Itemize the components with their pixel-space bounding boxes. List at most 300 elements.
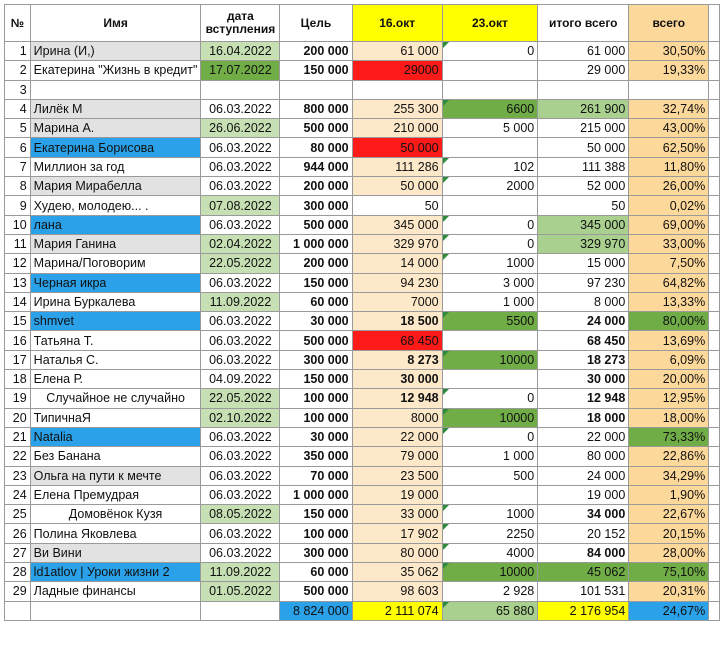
join-date-cell[interactable]: 22.05.2022	[201, 254, 280, 273]
row-number-cell[interactable]: 10	[5, 215, 31, 234]
name-cell[interactable]: Мария Мирабелла	[30, 177, 201, 196]
name-cell[interactable]: Марина А.	[30, 119, 201, 138]
percent-cell[interactable]: 19,33%	[629, 61, 709, 80]
row-number-cell[interactable]: 20	[5, 408, 31, 427]
goal-cell[interactable]: 300 000	[280, 543, 352, 562]
table-row	[5, 42, 720, 61]
percent-cell[interactable]: 11,80%	[629, 157, 709, 176]
total-cell[interactable]: 30 000	[538, 370, 629, 389]
name-cell[interactable]: Ирина (И,)	[30, 42, 201, 61]
goal-cell[interactable]: 80 000	[280, 138, 352, 157]
oct23-cell[interactable]	[442, 485, 538, 504]
header-oct23[interactable]: 23.окт	[442, 5, 538, 42]
percent-cell[interactable]: 13,69%	[629, 331, 709, 350]
goal-cell[interactable]: 60 000	[280, 563, 352, 582]
total-cell[interactable]: 45 062	[538, 563, 629, 582]
oct16-cell[interactable]: 19 000	[352, 485, 442, 504]
name-cell[interactable]: Лилёк М	[30, 99, 201, 118]
join-date-cell[interactable]: 06.03.2022	[201, 312, 280, 331]
row-number-cell[interactable]: 21	[5, 427, 31, 446]
oct23-cell[interactable]: 10000	[442, 350, 538, 369]
extra-cell[interactable]	[709, 524, 720, 543]
name-cell[interactable]	[30, 80, 201, 99]
header-number[interactable]: №	[5, 5, 31, 42]
percent-cell[interactable]: 80,00%	[629, 312, 709, 331]
goal-cell[interactable]: 100 000	[280, 524, 352, 543]
goal-cell[interactable]: 300 000	[280, 196, 352, 215]
total-oct16-cell[interactable]: 2 111 074	[352, 601, 442, 620]
extra-cell[interactable]	[709, 408, 720, 427]
total-cell[interactable]: 50	[538, 196, 629, 215]
join-date-cell[interactable]: 01.05.2022	[201, 582, 280, 601]
total-cell[interactable]: 61 000	[538, 42, 629, 61]
total-cell[interactable]: 261 900	[538, 99, 629, 118]
join-date-cell[interactable]: 04.09.2022	[201, 370, 280, 389]
percent-cell[interactable]: 28,00%	[629, 543, 709, 562]
join-date-cell[interactable]: 06.03.2022	[201, 138, 280, 157]
oct23-cell[interactable]	[442, 61, 538, 80]
join-date-cell[interactable]: 06.03.2022	[201, 215, 280, 234]
total-oct23-cell[interactable]: 65 880	[442, 601, 538, 620]
table-row	[5, 196, 720, 215]
row-number-cell[interactable]: 28	[5, 563, 31, 582]
oct16-cell[interactable]: 8000	[352, 408, 442, 427]
oct23-cell[interactable]	[442, 80, 538, 99]
oct16-cell[interactable]: 210 000	[352, 119, 442, 138]
extra-cell[interactable]	[709, 138, 720, 157]
total-cell[interactable]: 52 000	[538, 177, 629, 196]
row-number-cell[interactable]: 4	[5, 99, 31, 118]
join-date-cell[interactable]: 02.04.2022	[201, 234, 280, 253]
extra-cell[interactable]	[709, 5, 720, 42]
percent-cell[interactable]: 33,00%	[629, 234, 709, 253]
percent-cell[interactable]: 18,00%	[629, 408, 709, 427]
join-date-cell[interactable]: 11.09.2022	[201, 563, 280, 582]
goal-cell[interactable]: 500 000	[280, 331, 352, 350]
name-cell[interactable]: Ирина Буркалева	[30, 292, 201, 311]
percent-cell[interactable]: 32,74%	[629, 99, 709, 118]
extra-cell[interactable]	[709, 312, 720, 331]
total-cell[interactable]: 8 000	[538, 292, 629, 311]
extra-cell[interactable]	[709, 99, 720, 118]
extra-cell[interactable]	[709, 42, 720, 61]
goal-cell[interactable]: 150 000	[280, 505, 352, 524]
oct16-cell[interactable]: 18 500	[352, 312, 442, 331]
row-number-cell[interactable]: 26	[5, 524, 31, 543]
percent-cell[interactable]: 6,09%	[629, 350, 709, 369]
oct23-cell[interactable]: 5500	[442, 312, 538, 331]
table-row	[5, 254, 720, 273]
table-row	[5, 99, 720, 118]
extra-cell[interactable]	[709, 215, 720, 234]
empty-cell[interactable]	[30, 601, 201, 620]
percent-cell[interactable]: 75,10%	[629, 563, 709, 582]
table-row	[5, 292, 720, 311]
table-row	[5, 234, 720, 253]
oct23-cell[interactable]: 0	[442, 42, 538, 61]
goal-cell[interactable]: 200 000	[280, 42, 352, 61]
name-cell[interactable]: Полина Яковлева	[30, 524, 201, 543]
extra-cell[interactable]	[709, 601, 720, 620]
row-number-cell[interactable]: 5	[5, 119, 31, 138]
join-date-cell[interactable]: 06.03.2022	[201, 273, 280, 292]
total-cell[interactable]: 80 000	[538, 447, 629, 466]
extra-cell[interactable]	[709, 157, 720, 176]
percent-cell[interactable]: 69,00%	[629, 215, 709, 234]
table-row	[5, 524, 720, 543]
row-number-cell[interactable]: 23	[5, 466, 31, 485]
percent-cell[interactable]: 34,29%	[629, 466, 709, 485]
goal-cell[interactable]: 150 000	[280, 370, 352, 389]
oct16-cell[interactable]: 30 000	[352, 370, 442, 389]
oct16-cell[interactable]: 23 500	[352, 466, 442, 485]
total-cell[interactable]	[538, 80, 629, 99]
join-date-cell[interactable]: 16.04.2022	[201, 42, 280, 61]
goal-cell[interactable]: 100 000	[280, 389, 352, 408]
percent-cell[interactable]: 30,50%	[629, 42, 709, 61]
join-date-cell[interactable]: 06.03.2022	[201, 427, 280, 446]
oct23-cell[interactable]: 1000	[442, 505, 538, 524]
goal-cell[interactable]: 100 000	[280, 408, 352, 427]
oct23-cell[interactable]: 500	[442, 466, 538, 485]
row-number-cell[interactable]: 7	[5, 157, 31, 176]
percent-cell[interactable]: 0,02%	[629, 196, 709, 215]
table-row	[5, 138, 720, 157]
total-cell[interactable]: 15 000	[538, 254, 629, 273]
join-date-cell[interactable]: 06.03.2022	[201, 524, 280, 543]
oct23-cell[interactable]: 5 000	[442, 119, 538, 138]
join-date-cell[interactable]: 06.03.2022	[201, 331, 280, 350]
goal-cell[interactable]: 350 000	[280, 447, 352, 466]
oct23-cell[interactable]: 3 000	[442, 273, 538, 292]
extra-cell[interactable]	[709, 370, 720, 389]
row-number-cell[interactable]: 3	[5, 80, 31, 99]
extra-cell[interactable]	[709, 61, 720, 80]
row-number-cell[interactable]: 27	[5, 543, 31, 562]
table-row	[5, 273, 720, 292]
extra-cell[interactable]	[709, 505, 720, 524]
goal-cell[interactable]: 300 000	[280, 350, 352, 369]
oct23-cell[interactable]	[442, 196, 538, 215]
join-date-cell[interactable]	[201, 80, 280, 99]
empty-cell[interactable]	[201, 601, 280, 620]
total-cell[interactable]: 68 450	[538, 331, 629, 350]
total-cell[interactable]: 84 000	[538, 543, 629, 562]
table-row	[5, 582, 720, 601]
percent-cell[interactable]	[629, 80, 709, 99]
oct16-cell[interactable]: 8 273	[352, 350, 442, 369]
table-row	[5, 408, 720, 427]
row-number-cell[interactable]: 13	[5, 273, 31, 292]
join-date-cell[interactable]: 07.08.2022	[201, 196, 280, 215]
oct23-cell[interactable]: 0	[442, 215, 538, 234]
name-cell[interactable]: Домовёнок Кузя	[30, 505, 201, 524]
extra-cell[interactable]	[709, 447, 720, 466]
row-number-cell[interactable]: 18	[5, 370, 31, 389]
oct16-cell[interactable]: 14 000	[352, 254, 442, 273]
row-number-cell[interactable]: 24	[5, 485, 31, 504]
table-row	[5, 370, 720, 389]
join-date-cell[interactable]: 06.03.2022	[201, 466, 280, 485]
name-cell[interactable]: Без Банана	[30, 447, 201, 466]
goal-cell[interactable]: 70 000	[280, 466, 352, 485]
oct23-cell[interactable]: 10000	[442, 408, 538, 427]
oct23-cell[interactable]: 0	[442, 389, 538, 408]
goal-cell[interactable]: 30 000	[280, 427, 352, 446]
row-number-cell[interactable]: 17	[5, 350, 31, 369]
oct16-cell[interactable]: 80 000	[352, 543, 442, 562]
oct23-cell[interactable]	[442, 370, 538, 389]
oct16-cell[interactable]: 22 000	[352, 427, 442, 446]
goal-cell[interactable]: 500 000	[280, 215, 352, 234]
total-cell[interactable]: 18 000	[538, 408, 629, 427]
row-number-cell[interactable]: 1	[5, 42, 31, 61]
name-cell[interactable]: Татьяна Т.	[30, 331, 201, 350]
oct16-cell[interactable]: 35 062	[352, 563, 442, 582]
oct23-cell[interactable]	[442, 138, 538, 157]
oct23-cell[interactable]: 102	[442, 157, 538, 176]
oct16-cell[interactable]: 50 000	[352, 177, 442, 196]
table-row	[5, 466, 720, 485]
goal-cell[interactable]: 1 000 000	[280, 485, 352, 504]
name-cell[interactable]: Черная икра	[30, 273, 201, 292]
join-date-cell[interactable]: 02.10.2022	[201, 408, 280, 427]
percent-cell[interactable]: 73,33%	[629, 427, 709, 446]
percent-cell[interactable]: 12,95%	[629, 389, 709, 408]
goal-cell[interactable]: 60 000	[280, 292, 352, 311]
total-cell[interactable]: 12 948	[538, 389, 629, 408]
percent-cell[interactable]: 20,31%	[629, 582, 709, 601]
join-date-cell[interactable]: 06.03.2022	[201, 485, 280, 504]
oct16-cell[interactable]: 33 000	[352, 505, 442, 524]
row-number-cell[interactable]: 2	[5, 61, 31, 80]
oct23-cell[interactable]: 2000	[442, 177, 538, 196]
total-cell[interactable]: 34 000	[538, 505, 629, 524]
join-date-cell[interactable]: 06.03.2022	[201, 99, 280, 118]
oct23-cell[interactable]: 4000	[442, 543, 538, 562]
table-row	[5, 543, 720, 562]
oct16-cell[interactable]: 12 948	[352, 389, 442, 408]
goal-cell[interactable]: 944 000	[280, 157, 352, 176]
oct23-cell[interactable]: 1 000	[442, 292, 538, 311]
row-number-cell[interactable]: 9	[5, 196, 31, 215]
extra-cell[interactable]	[709, 427, 720, 446]
oct16-cell[interactable]: 111 286	[352, 157, 442, 176]
header-oct16[interactable]: 16.окт	[352, 5, 442, 42]
total-cell[interactable]: 50 000	[538, 138, 629, 157]
join-date-cell[interactable]: 08.05.2022	[201, 505, 280, 524]
header-join-date[interactable]: дата вступления	[201, 5, 280, 42]
header-percent[interactable]: всего	[629, 5, 709, 42]
name-cell[interactable]: Худею, молодею... .	[30, 196, 201, 215]
name-cell[interactable]: Екатерина Борисова	[30, 138, 201, 157]
oct16-cell[interactable]: 17 902	[352, 524, 442, 543]
percent-cell[interactable]: 43,00%	[629, 119, 709, 138]
row-number-cell[interactable]: 12	[5, 254, 31, 273]
oct16-cell[interactable]: 61 000	[352, 42, 442, 61]
row-number-cell[interactable]: 8	[5, 177, 31, 196]
name-cell[interactable]: Наталья С.	[30, 350, 201, 369]
total-cell[interactable]: 20 152	[538, 524, 629, 543]
row-number-cell[interactable]: 29	[5, 582, 31, 601]
extra-cell[interactable]	[709, 254, 720, 273]
extra-cell[interactable]	[709, 563, 720, 582]
goal-cell[interactable]: 500 000	[280, 582, 352, 601]
name-cell[interactable]: Ладные финансы	[30, 582, 201, 601]
extra-cell[interactable]	[709, 466, 720, 485]
row-number-cell[interactable]: 19	[5, 389, 31, 408]
total-cell[interactable]: 22 000	[538, 427, 629, 446]
oct16-cell[interactable]: 29000	[352, 61, 442, 80]
goal-cell[interactable]: 500 000	[280, 119, 352, 138]
totals-row	[5, 601, 720, 620]
total-cell[interactable]: 215 000	[538, 119, 629, 138]
extra-cell[interactable]	[709, 582, 720, 601]
name-cell[interactable]: shmvet	[30, 312, 201, 331]
join-date-cell[interactable]: 06.03.2022	[201, 157, 280, 176]
oct23-cell[interactable]: 6600	[442, 99, 538, 118]
percent-cell[interactable]: 1,90%	[629, 485, 709, 504]
header-total[interactable]: итого всего	[538, 5, 629, 42]
oct16-cell[interactable]: 50	[352, 196, 442, 215]
row-number-cell[interactable]: 25	[5, 505, 31, 524]
name-cell[interactable]: Елена Премудрая	[30, 485, 201, 504]
extra-cell[interactable]	[709, 119, 720, 138]
table-row	[5, 427, 720, 446]
row-number-cell[interactable]: 14	[5, 292, 31, 311]
extra-cell[interactable]	[709, 543, 720, 562]
oct16-cell[interactable]	[352, 80, 442, 99]
percent-cell[interactable]: 7,50%	[629, 254, 709, 273]
row-number-cell[interactable]: 22	[5, 447, 31, 466]
oct23-cell[interactable]: 1000	[442, 254, 538, 273]
percent-cell[interactable]: 26,00%	[629, 177, 709, 196]
oct23-cell[interactable]: 2250	[442, 524, 538, 543]
table-row	[5, 331, 720, 350]
join-date-cell[interactable]: 06.03.2022	[201, 447, 280, 466]
total-cell[interactable]: 101 531	[538, 582, 629, 601]
total-cell[interactable]: 97 230	[538, 273, 629, 292]
extra-cell[interactable]	[709, 389, 720, 408]
extra-cell[interactable]	[709, 234, 720, 253]
empty-cell[interactable]	[5, 601, 31, 620]
name-cell[interactable]: Елена Р.	[30, 370, 201, 389]
extra-cell[interactable]	[709, 485, 720, 504]
percent-cell[interactable]: 20,15%	[629, 524, 709, 543]
row-number-cell[interactable]: 15	[5, 312, 31, 331]
oct16-cell[interactable]: 7000	[352, 292, 442, 311]
extra-cell[interactable]	[709, 196, 720, 215]
grand-total-cell[interactable]: 2 176 954	[538, 601, 629, 620]
goal-cell[interactable]	[280, 80, 352, 99]
oct16-cell[interactable]: 329 970	[352, 234, 442, 253]
oct16-cell[interactable]: 255 300	[352, 99, 442, 118]
total-cell[interactable]: 18 273	[538, 350, 629, 369]
total-goal-cell[interactable]: 8 824 000	[280, 601, 352, 620]
goal-cell[interactable]: 200 000	[280, 254, 352, 273]
total-cell[interactable]: 345 000	[538, 215, 629, 234]
percent-cell[interactable]: 20,00%	[629, 370, 709, 389]
percent-cell[interactable]: 13,33%	[629, 292, 709, 311]
name-cell[interactable]: Марина/Поговорим	[30, 254, 201, 273]
join-date-cell[interactable]: 22.05.2022	[201, 389, 280, 408]
oct23-cell[interactable]	[442, 331, 538, 350]
row-number-cell[interactable]: 16	[5, 331, 31, 350]
oct16-cell[interactable]: 68 450	[352, 331, 442, 350]
name-cell[interactable]: лана	[30, 215, 201, 234]
join-date-cell[interactable]: 26.06.2022	[201, 119, 280, 138]
oct23-cell[interactable]: 0	[442, 234, 538, 253]
total-cell[interactable]: 24 000	[538, 466, 629, 485]
extra-cell[interactable]	[709, 273, 720, 292]
oct16-cell[interactable]: 50 000	[352, 138, 442, 157]
goal-cell[interactable]: 150 000	[280, 61, 352, 80]
name-cell[interactable]: Миллион за год	[30, 157, 201, 176]
total-cell[interactable]: 24 000	[538, 312, 629, 331]
table-row	[5, 157, 720, 176]
percent-cell[interactable]: 64,82%	[629, 273, 709, 292]
header-goal[interactable]: Цель	[280, 5, 352, 42]
table-row	[5, 563, 720, 582]
table-row	[5, 350, 720, 369]
name-cell[interactable]: Ви Вини	[30, 543, 201, 562]
name-cell[interactable]: Ольга на пути к мечте	[30, 466, 201, 485]
total-cell[interactable]: 329 970	[538, 234, 629, 253]
table-row	[5, 447, 720, 466]
oct23-cell[interactable]: 1 000	[442, 447, 538, 466]
join-date-cell[interactable]: 06.03.2022	[201, 350, 280, 369]
percent-cell[interactable]: 22,67%	[629, 505, 709, 524]
oct16-cell[interactable]: 98 603	[352, 582, 442, 601]
oct23-cell[interactable]: 10000	[442, 563, 538, 582]
goal-cell[interactable]: 800 000	[280, 99, 352, 118]
oct16-cell[interactable]: 345 000	[352, 215, 442, 234]
total-cell[interactable]: 111 388	[538, 157, 629, 176]
extra-cell[interactable]	[709, 331, 720, 350]
oct23-cell[interactable]: 0	[442, 427, 538, 446]
goal-cell[interactable]: 1 000 000	[280, 234, 352, 253]
extra-cell[interactable]	[709, 350, 720, 369]
goal-cell[interactable]: 200 000	[280, 177, 352, 196]
name-cell[interactable]: ld1atlov | Уроки жизни 2	[30, 563, 201, 582]
oct23-cell[interactable]: 2 928	[442, 582, 538, 601]
goal-cell[interactable]: 150 000	[280, 273, 352, 292]
total-percent-cell[interactable]: 24,67%	[629, 601, 709, 620]
extra-cell[interactable]	[709, 80, 720, 99]
total-cell[interactable]: 19 000	[538, 485, 629, 504]
name-cell[interactable]: Мария Ганина	[30, 234, 201, 253]
name-cell[interactable]: Случайное не случайно	[30, 389, 201, 408]
row-number-cell[interactable]: 11	[5, 234, 31, 253]
oct16-cell[interactable]: 79 000	[352, 447, 442, 466]
total-cell[interactable]: 29 000	[538, 61, 629, 80]
name-cell[interactable]: Natalia	[30, 427, 201, 446]
oct16-cell[interactable]: 94 230	[352, 273, 442, 292]
join-date-cell[interactable]: 17.07.2022	[201, 61, 280, 80]
join-date-cell[interactable]: 06.03.2022	[201, 177, 280, 196]
join-date-cell[interactable]: 11.09.2022	[201, 292, 280, 311]
header-name[interactable]: Имя	[30, 5, 201, 42]
percent-cell[interactable]: 62,50%	[629, 138, 709, 157]
name-cell[interactable]: Екатерина "Жизнь в кредит"	[30, 61, 201, 80]
join-date-cell[interactable]: 06.03.2022	[201, 543, 280, 562]
name-cell[interactable]: ТипичнаЯ	[30, 408, 201, 427]
goal-cell[interactable]: 30 000	[280, 312, 352, 331]
extra-cell[interactable]	[709, 177, 720, 196]
row-number-cell[interactable]: 6	[5, 138, 31, 157]
extra-cell[interactable]	[709, 292, 720, 311]
percent-cell[interactable]: 22,86%	[629, 447, 709, 466]
